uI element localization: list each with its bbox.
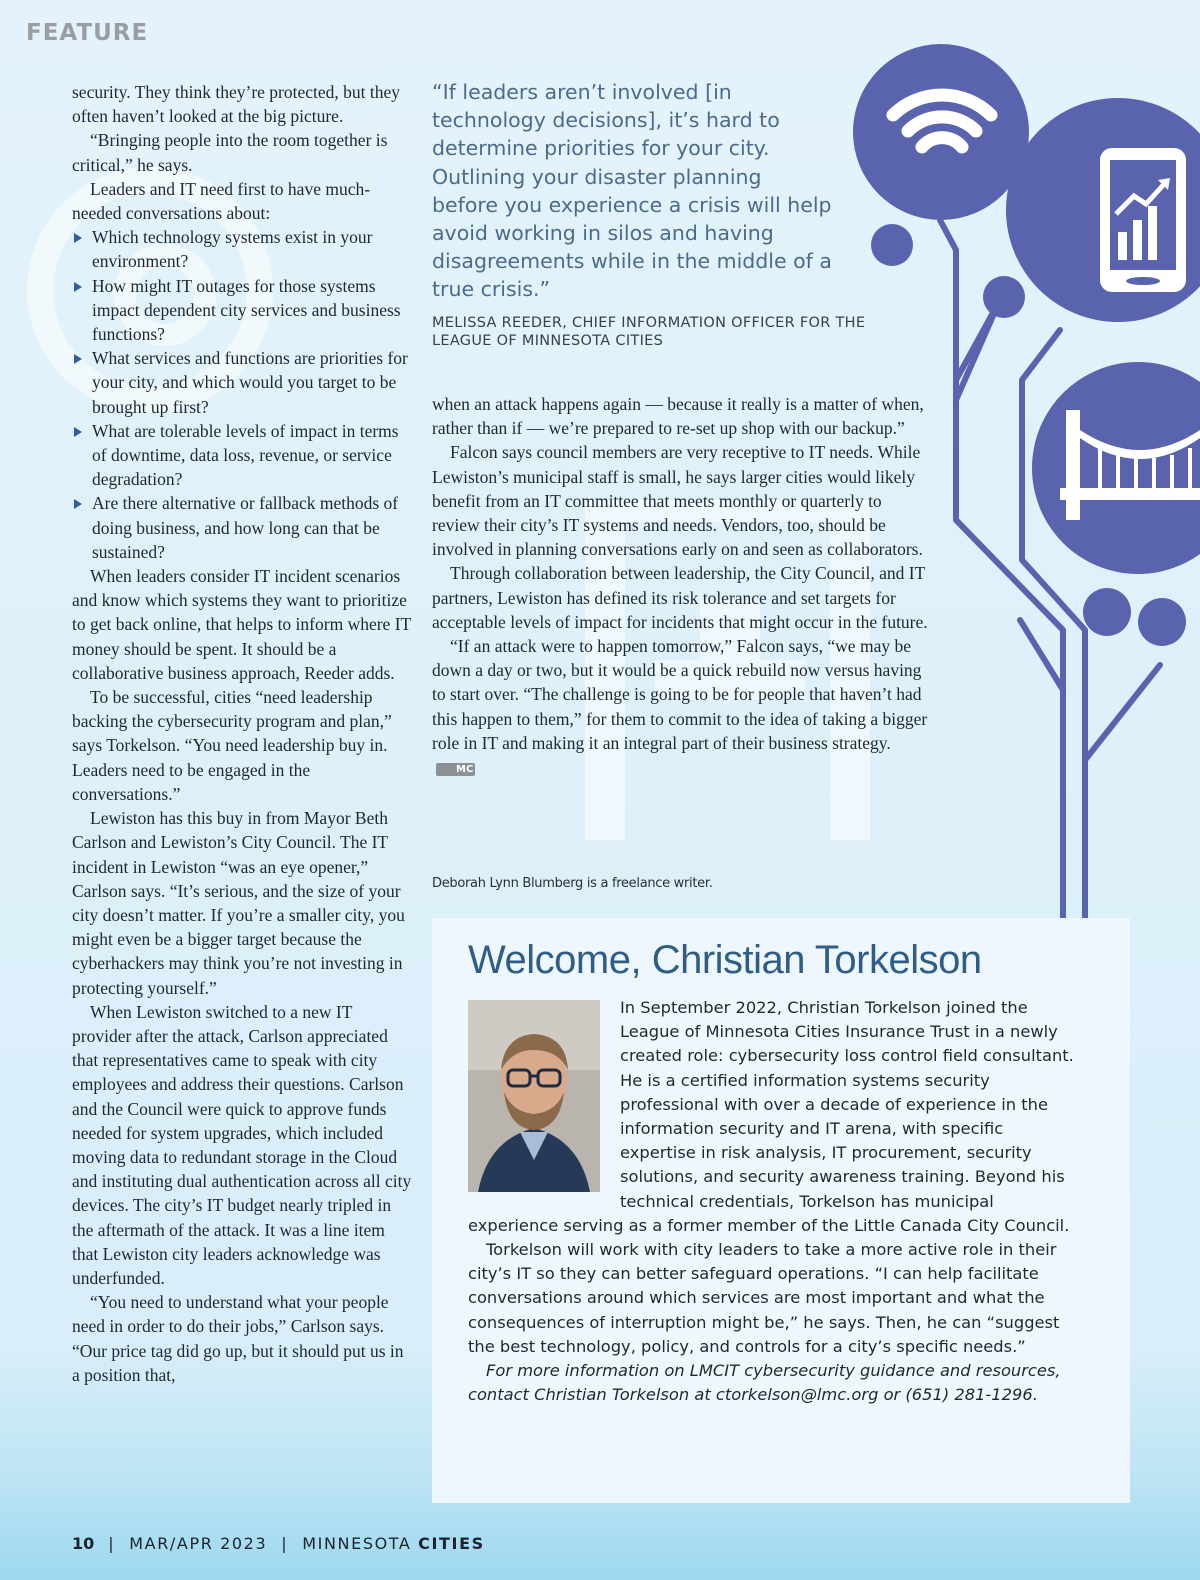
paragraph: when an attack happens again — because it really is a matter of when, rather than if — we’re prepared to re-set up shop with our backup.” [432, 394, 924, 439]
paragraph: To be successful, cities “need leadership backing the cybersecurity program and plan,” says Torkelson. “You need leadership buy in. Leaders need to be engaged in the conversations.” [72, 687, 392, 804]
paragraph [432, 634, 930, 779]
node-dot [1083, 588, 1131, 636]
writer-note: Deborah Lynn Blumberg is a freelance writer. [432, 876, 713, 891]
footer-separator: | [281, 1534, 289, 1553]
paragraph: Through collaboration between leadership, the City Council, and IT partners, Lewiston has defined its risk tolerance and set targets for acceptable levels of impact for incidents that might occur in the future. [432, 563, 928, 632]
paragraph: security. They think they’re protected, but they often haven’t looked at the big picture. [72, 82, 401, 127]
paragraph: In September 2022, Christian Torkelson joined the League of Minnesota Cities Insurance Trust in a newly created role: cybersecurity loss control field consultant. He is a certified information systems security professional with over a decade of experience in the information security and IT arena, with specific expertise in risk analysis, IT procurement, security solutions, and security awareness training. Beyond his technical credentials, Torkelson has municipal experience serving as a former member of the Little Canada City Council. [468, 998, 1074, 1235]
end-mark-badge: MC [436, 763, 475, 776]
mobile-growth-chart-icon [1100, 148, 1186, 292]
magazine-name: MINNESOTA [302, 1534, 412, 1553]
paragraph: Leaders and IT need first to have much-needed conversations about: [72, 178, 371, 224]
list-item: What are tolerable levels of impact in terms of downtime, data loss, revenue, or service degradation? [72, 419, 412, 492]
contact-paragraph: For more information on LMCIT cybersecurity guidance and resources, contact Christian Torkelson at ctorkelson@lmc.org or (651) 281-1296. [468, 1361, 1061, 1405]
list-item: Which technology systems exist in your environment? [72, 225, 412, 273]
paragraph: “You need to understand what your people need in order to do their jobs,” Carlson says. “Our price tag did go up, but it should put us in a position that, [72, 1292, 404, 1385]
paragraph: When Lewiston switched to a new IT provider after the attack, Carlson appreciated that representatives came to speak with city employees and address their questions. Carlson and the Council were quick to approve funds needed for system upgrades, which included moving data to redundant storage in the Cloud and instituting dual authentication across all city devices. The city’s IT budget nearly tripled in the aftermath of the attack. It was a line item that Lewiston city leaders acknowledge was underfunded. [72, 1001, 412, 1288]
issue-date: MAR/APR 2023 [129, 1534, 268, 1553]
pull-quote-attribution: MELISSA REEDER, CHIEF INFORMATION OFFICER FOR THE LEAGUE OF MINNESOTA CITIES [432, 315, 866, 349]
sidebar-title: Welcome, Christian Torkelson [468, 938, 982, 982]
question-list [72, 225, 412, 564]
paragraph: Torkelson will work with city leaders to take a more active role in their city’s IT so they can better safeguard operations. “I can help facilitate conversations around which services are most important and what the consequences of interruption might be,” he says. Then, he can “suggest the best technology, policy, and controls for a city’s specific needs.” [468, 1240, 1060, 1356]
section-label: FEATURE [26, 20, 149, 46]
list-item: How might IT outages for those systems impact dependent city services and business functions? [72, 274, 412, 347]
footer-separator: | [108, 1534, 116, 1553]
pull-quote: “If leaders aren’t involved [in technology decisions], it’s hard to determine priorities for your city. Outlining your disaster planning before you experience a crisis will help avoid working in silos and having disagreements while in the middle of a true crisis.” [432, 80, 832, 302]
page-number: 10 [72, 1534, 95, 1553]
paragraph-text: “If an attack were to happen tomorrow,” Falcon says, “we may be down a day or two, but it would be a quick rebuild now versus having to start over. “The challenge is going to be for people that haven’t had this happen to them,” for them to commit to the idea of taking a bigger role in IT and making it an integral part of their business strategy. [432, 636, 928, 753]
node-dot [871, 224, 913, 266]
list-item: What services and functions are priorities for your city, and which would you target to be brought up first? [72, 346, 412, 419]
list-item: Are there alternative or fallback methods of doing business, and how long can that be sustained? [72, 491, 412, 564]
paragraph: Lewiston has this buy in from Mayor Beth Carlson and Lewiston’s City Council. The IT incident in Lewiston “was an eye opener,” Carlson says. “It’s serious, and the size of your city doesn’t matter. If you’re a smaller city, you might even be a bigger target because the cyberhackers may think you’re not investing in protecting yourself.” [72, 808, 405, 998]
paragraph: When leaders consider IT incident scenarios and know which systems they want to prioritize to get back online, that helps to inform where IT money should be spent. It should be a collaborative business approach, Reeder adds. [72, 566, 411, 683]
sidebar-box [432, 918, 1130, 1503]
sidebar-body [468, 996, 1083, 1407]
magazine-name-bold: CITIES [418, 1534, 485, 1553]
middle-column [432, 392, 930, 779]
paragraph: “Bringing people into the room together is critical,” he says. [72, 130, 388, 175]
node-dot [983, 276, 1025, 318]
left-column [72, 80, 412, 1387]
paragraph: Falcon says council members are very receptive to IT needs. While Lewiston’s municipal staff is small, he says larger cities would likely benefit from an IT committee that meets monthly or quarterly to review their city’s IT systems and needs. Vendors, too, should be involved in planning conversations early on and seen as collaborators. [432, 442, 923, 560]
node-dot [1138, 598, 1186, 646]
page-footer [72, 1534, 485, 1553]
